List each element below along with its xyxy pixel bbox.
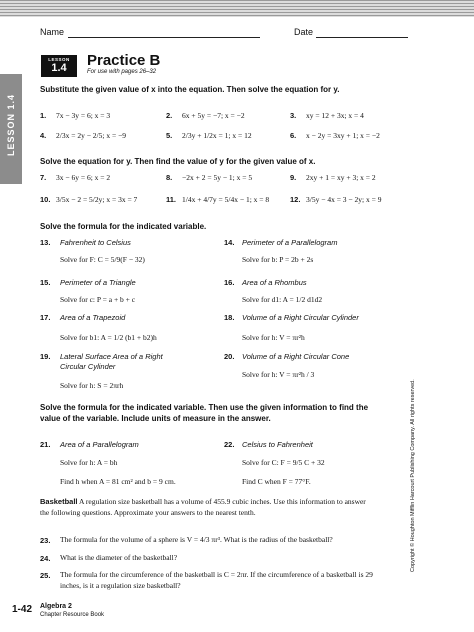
item-number: 20.	[224, 352, 235, 361]
item-number: 12.	[290, 195, 301, 204]
formula-label: Volume of a Right Circular Cone	[242, 352, 350, 361]
item-number: 1.	[40, 111, 47, 120]
equation: 3/5y − 4x = 3 − 2y; x = 9	[306, 195, 382, 204]
formula-label: Volume of a Right Circular Cylinder	[242, 313, 359, 322]
equation: 2/3x = 2y − 2/5; x = −9	[56, 131, 127, 140]
formula: Solve for h: V = πr²h	[242, 333, 305, 342]
equation: 3/5x − 2 = 5/2y; x = 3x = 7	[56, 195, 138, 204]
find-statement: Find C when F = 77°F.	[242, 477, 311, 486]
top-stripe	[0, 0, 474, 17]
item-number: 18.	[224, 313, 235, 322]
item-number: 3.	[290, 111, 297, 120]
item-number: 17.	[40, 313, 51, 322]
item-number: 16.	[224, 278, 235, 287]
equation: x − 2y = 3xy + 1; x = −2	[306, 131, 380, 140]
item-number: 6.	[290, 131, 297, 140]
name-label: Name	[40, 27, 65, 37]
equation: 2/3y + 1/2x = 1; x = 12	[182, 131, 252, 140]
formula: Solve for F: C = 5/9(F − 32)	[60, 255, 145, 264]
item-number: 13.	[40, 238, 51, 247]
copyright-notice: Copyright © Houghton Mifflin Harcourt Publishing Company. All rights reserved.	[410, 379, 416, 572]
question-text: The formula for the volume of a sphere is V = 4/3 πr³. What is the radius of the basketball?	[60, 535, 333, 544]
equation: 7x − 3y = 6; x = 3	[56, 111, 111, 120]
formula-label: Fahrenheit to Celsius	[60, 238, 131, 247]
side-tab-label: LESSON 1.4	[6, 93, 16, 157]
equation: −2x + 2 = 5y − 1; x = 5	[182, 173, 253, 182]
formula: Solve for h: S = 2πrh	[60, 381, 124, 390]
equation: 2xy + 1 = xy + 3; x = 2	[306, 173, 376, 182]
item-number: 7.	[40, 173, 47, 182]
formula-label: Lateral Surface Area of a Right Circular Cylinder	[60, 352, 163, 371]
name-line	[68, 37, 260, 38]
formula: Solve for C: F = 9/5 C + 32	[242, 458, 325, 467]
page-title: Practice B	[87, 52, 161, 69]
basketball-intro	[40, 497, 370, 518]
item-number: 25.	[40, 571, 51, 580]
formula-label: Celsius to Fahrenheit	[242, 440, 313, 449]
item-number: 19.	[40, 352, 51, 361]
section2-instruction: Solve the equation for y. Then find the value of y for the given value of x.	[40, 157, 316, 166]
section3-instruction: Solve the formula for the indicated variable.	[40, 222, 207, 231]
formula: Solve for c: P = a + b + c	[60, 295, 136, 304]
basketball-lead: Basketball	[40, 497, 78, 506]
question-text: What is the diameter of the basketball?	[60, 553, 178, 562]
section1-instruction: Substitute the given value of x into the equation. Then solve the equation for y.	[40, 85, 340, 94]
formula-label: Perimeter of a Triangle	[60, 278, 136, 287]
badge-number: 1.4	[51, 62, 67, 74]
equation: 1/4x + 4/7y = 5/4x − 1; x = 8	[182, 195, 270, 204]
formula: Solve for d1: A = 1/2 d1d2	[242, 295, 323, 304]
formula-label: Perimeter of a Parallelogram	[242, 238, 338, 247]
formula: Solve for h: V = πr²h / 3	[242, 370, 315, 379]
item-number: 5.	[166, 131, 173, 140]
find-statement: Find h when A = 81 cm² and b = 9 cm.	[60, 477, 176, 486]
item-number: 11.	[166, 195, 177, 204]
formula-label: Area of a Trapezoid	[60, 313, 126, 322]
formula: Solve for b: P = 2b + 2s	[242, 255, 314, 264]
item-number: 22.	[224, 440, 235, 449]
item-number: 15.	[40, 278, 51, 287]
lesson-side-tab	[0, 74, 22, 184]
page-number: 1-42	[12, 604, 33, 615]
item-number: 21.	[40, 440, 51, 449]
item-number: 10.	[40, 195, 51, 204]
item-number: 4.	[40, 131, 47, 140]
page-subtitle: For use with pages 26–32	[87, 69, 157, 75]
badge-top: LESSON	[48, 57, 70, 62]
equation: 6x + 5y = −7; x = −2	[182, 111, 245, 120]
book-subtitle: Chapter Resource Book	[40, 612, 105, 618]
formula: Solve for b1: A = 1/2 (b1 + b2)h	[60, 333, 157, 342]
basketball-text: A regulation size basketball has a volume of 455.9 cubic inches. Use this information to answer the following questions. Approximate your answers to the nearest tenth.	[40, 497, 366, 517]
date-line	[316, 37, 408, 38]
formula-label: Area of a Parallelogram	[60, 440, 139, 449]
item-number: 23.	[40, 536, 51, 545]
formula: Solve for h: A = bh	[60, 458, 118, 467]
lesson-badge	[41, 55, 77, 77]
date-label: Date	[294, 27, 314, 37]
item-number: 24.	[40, 554, 51, 563]
equation: 3x − 6y = 6; x = 2	[56, 173, 111, 182]
item-number: 8.	[166, 173, 173, 182]
formula-label: Area of a Rhombus	[242, 278, 307, 287]
item-number: 9.	[290, 173, 297, 182]
section4-instruction: Solve the formula for the indicated variable. Then use the given information to find the value of the variable. Include units of measure in the answer.	[40, 403, 369, 423]
item-number: 14.	[224, 238, 235, 247]
book-title: Algebra 2	[40, 603, 72, 610]
question-text: The formula for the circumference of the basketball is C = 2πr. If the circumference of a basketball is 29 inches, is it a regulation size basketball?	[60, 570, 373, 590]
item-number: 2.	[166, 111, 173, 120]
equation: xy = 12 + 3x; x = 4	[306, 111, 364, 120]
